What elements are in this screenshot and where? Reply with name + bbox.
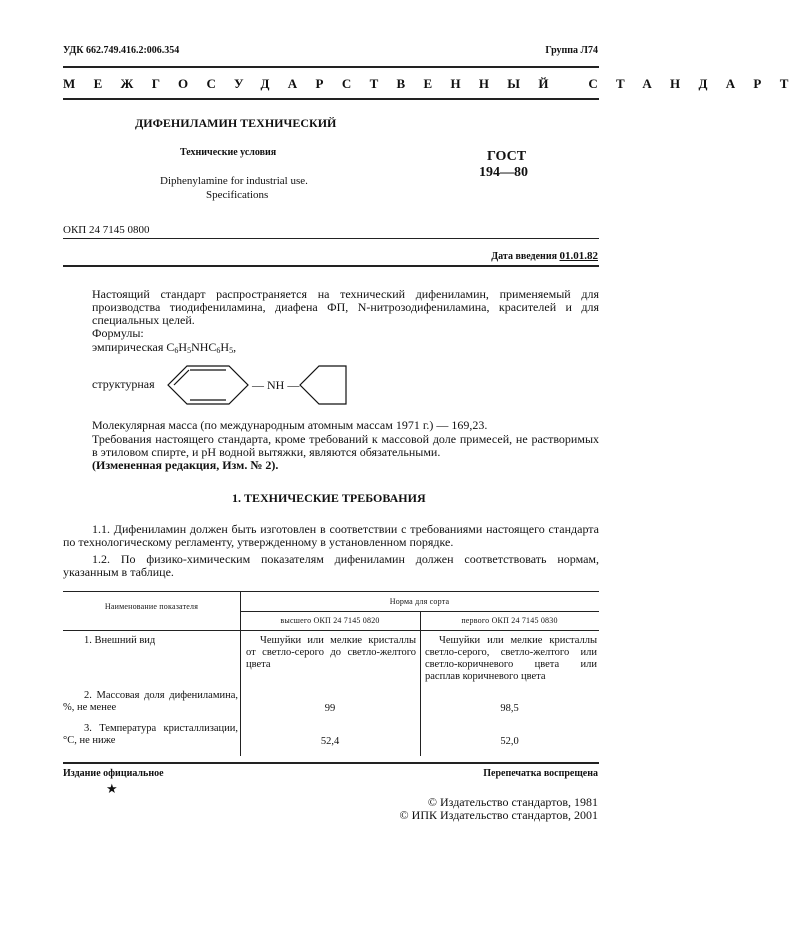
date-rule xyxy=(63,265,599,267)
english-title-line1: Diphenylamine for industrial use. xyxy=(160,175,308,187)
clause-1-2: 1.2. По физико-химическим показателям дифениламин должен соответствовать нормам, указанным в таблице. xyxy=(63,552,599,579)
reprint-prohibited: Перепечатка воспрещена xyxy=(483,768,598,779)
benzene-ring-right xyxy=(300,366,346,404)
document-title: ДИФЕНИЛАМИН ТЕХНИЧЕСКИЙ xyxy=(135,116,337,130)
header-rule-top xyxy=(63,66,599,68)
empirical-formula: эмпирическая $C_6H_5NHC_6H_5$, xyxy=(92,340,237,355)
table-row-1-name: 1. Внешний вид xyxy=(84,635,156,646)
table-top-rule xyxy=(63,591,599,592)
okp-code: ОКП 24 7145 0800 xyxy=(63,224,150,236)
column-header-indicator: Наименование показателя xyxy=(104,602,199,611)
table-row-1-first: Чешуйки или мелкие кристаллы светло-серого, светло-желтого или светло-коричневого цвета или расплав коричневого цвета xyxy=(425,635,597,682)
mandatory-paragraph: Требования настоящего стандарта, кроме требований к массовой доле примесей, не растворимых в этиловом спирте, и pH водной вытяжки, являются обязательными. xyxy=(92,432,599,459)
nh-group: — NH — xyxy=(252,378,300,392)
star-icon: ★ xyxy=(106,781,118,796)
table-row-2-high: 99 xyxy=(324,703,336,714)
official-edition: Издание официальное xyxy=(63,768,164,779)
group-code: Группа Л74 xyxy=(545,45,598,56)
table-row-3-name: 3. Температура кристаллизации, °С, не ниже xyxy=(63,723,238,746)
structural-label: структурная xyxy=(92,377,155,391)
empirical-label: эмпирическая xyxy=(92,340,164,354)
table-divider-2 xyxy=(420,611,421,756)
document-subtitle: Технические условия xyxy=(180,147,277,158)
table-header-rule xyxy=(63,630,599,631)
structural-formula-diagram xyxy=(160,362,350,410)
amendment-note: (Измененная редакция, Изм. № 2). xyxy=(92,458,279,472)
copyright-2001: © ИПК Издательство стандартов, 2001 xyxy=(399,808,598,822)
footer-rule xyxy=(63,762,599,764)
english-title-line2: Specifications xyxy=(206,189,269,201)
table-row-3-high: 52,4 xyxy=(320,736,340,747)
column-header-high-grade: высшего ОКП 24 7145 0820 xyxy=(280,616,380,625)
gost-label: ГОСТ xyxy=(487,149,527,164)
okp-rule xyxy=(63,238,599,239)
table-row-3-first: 52,0 xyxy=(500,736,519,747)
table-row-2-first: 98,5 xyxy=(500,703,519,714)
udk-code: УДК 662.749.416.2:006.354 xyxy=(63,45,180,56)
interstate-standard-banner: МЕЖГОСУДАРСТВЕННЫЙ СТАНДАРТ xyxy=(63,76,807,91)
table-row-2-name: 2. Массовая доля дифениламина, %, не менее xyxy=(63,690,238,713)
molar-mass: Молекулярная масса (по международным атомным массам 1971 г.) — 169,23. xyxy=(92,418,488,432)
column-header-norm: Норма для сорта xyxy=(389,597,450,606)
gost-number: 194—80 xyxy=(479,165,528,180)
intro-paragraph xyxy=(92,288,599,327)
benzene-ring-left xyxy=(168,366,248,404)
table-subheader-rule xyxy=(240,611,599,612)
introduction-date-value: 01.01.82 xyxy=(559,250,598,262)
table-row-1-high: Чешуйки или мелкие кристаллы от светло-серого до светло-желтого цвета xyxy=(246,635,416,670)
intro-paragraph-text: Настоящий стандарт распространяется на технический дифениламин, применяемый для производства тиодифениламина, диафена ФП, N-нитрозодифениламина, красителей и для специальных целей. xyxy=(92,287,599,327)
header-rule-bottom xyxy=(63,98,599,100)
section-heading: 1. ТЕХНИЧЕСКИЕ ТРЕБОВАНИЯ xyxy=(232,491,426,505)
introduction-date-label: Дата введения xyxy=(491,251,557,262)
column-header-first-grade: первого ОКП 24 7145 0830 xyxy=(461,616,558,625)
clause-1-1: 1.1. Дифениламин должен быть изготовлен в соответствии с требованиями настоящего стандарта по технологическому регламенту, утвержденному в установленном порядке. xyxy=(63,522,599,549)
formulas-label: Формулы: xyxy=(92,326,144,340)
introduction-date xyxy=(491,250,598,262)
copyright-1981: © Издательство стандартов, 1981 xyxy=(427,795,598,809)
